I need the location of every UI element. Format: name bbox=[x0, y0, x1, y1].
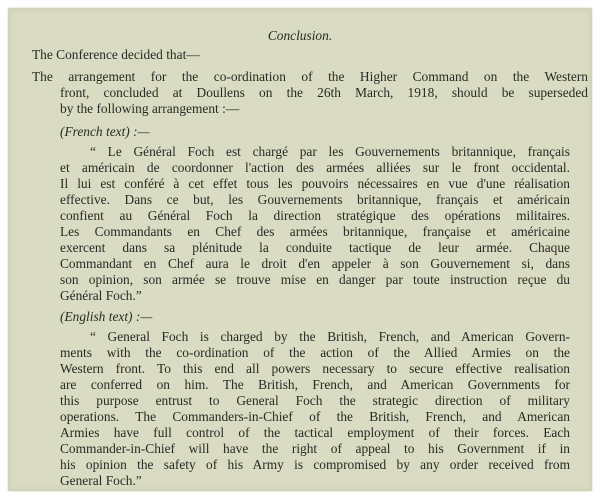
arrangement-line: The arrangement for the co-ordination of the Higher Command on the Western bbox=[32, 69, 588, 84]
english-line: operations. The Commanders-in-Chief of the British, French, and American bbox=[60, 409, 570, 424]
document-page bbox=[8, 8, 592, 491]
english-line: Commander-in-Chief will have the right of appeal to his Government if in bbox=[60, 441, 570, 456]
english-line: Armies have full control of the tactical employment of their forces. Each bbox=[60, 425, 570, 440]
french-line: Les Commandants en Chef des armées britannique, française et américaine bbox=[60, 224, 570, 239]
french-line: Il lui est conféré à cet effet tous les pouvoirs nécessaires en vue d'une réalisation bbox=[60, 176, 570, 191]
english-line: “ General Foch is charged by the British, French, and American Govern- bbox=[90, 329, 570, 344]
english-line: are conferred on him. The British, French, and American Governments for bbox=[60, 377, 570, 392]
arrangement-line: front, concluded at Doullens on the 26th March, 1918, should be superseded bbox=[60, 85, 588, 100]
french-line: “ Le Général Foch est chargé par les Gouvernements britannique, français bbox=[90, 144, 570, 159]
english-line: his opinion the safety of his Army is compromised by any order received from bbox=[60, 457, 570, 472]
intro-line: The Conference decided that— bbox=[32, 47, 200, 62]
english-line: General Foch.” bbox=[60, 473, 142, 488]
arrangement-line: by the following arrangement :— bbox=[60, 101, 240, 116]
french-label: (French text) :— bbox=[60, 124, 150, 139]
french-line: confient au Général Foch la direction stratégique des opérations militaires. bbox=[60, 208, 570, 223]
french-line: Commandant en Chef aura le droit d'en appeler à son Gouvernement si, dans bbox=[60, 256, 570, 271]
french-line: son opinion, son armée se trouve mise en danger par toute instruction reçue du bbox=[60, 272, 570, 287]
english-line: ments with the co-ordination of the action of the Allied Armies on the bbox=[60, 345, 570, 360]
french-line: Général Foch.” bbox=[60, 288, 142, 303]
english-line: Western front. To this end all powers necessary to secure effective realisation bbox=[60, 361, 570, 376]
french-line: exercent dans sa plénitude la conduite tactique de leur armée. Chaque bbox=[60, 240, 570, 255]
english-line: this purpose entrust to General Foch the strategic direction of military bbox=[60, 393, 570, 408]
french-line: et américain de coordonner l'action des armées alliées sur le front occidental. bbox=[60, 160, 570, 175]
french-line: effective. Dans ce but, les Gouvernements britannique, français et américain bbox=[60, 192, 570, 207]
section-heading: Conclusion. bbox=[267, 28, 333, 43]
english-label: (English text) :— bbox=[60, 309, 153, 324]
